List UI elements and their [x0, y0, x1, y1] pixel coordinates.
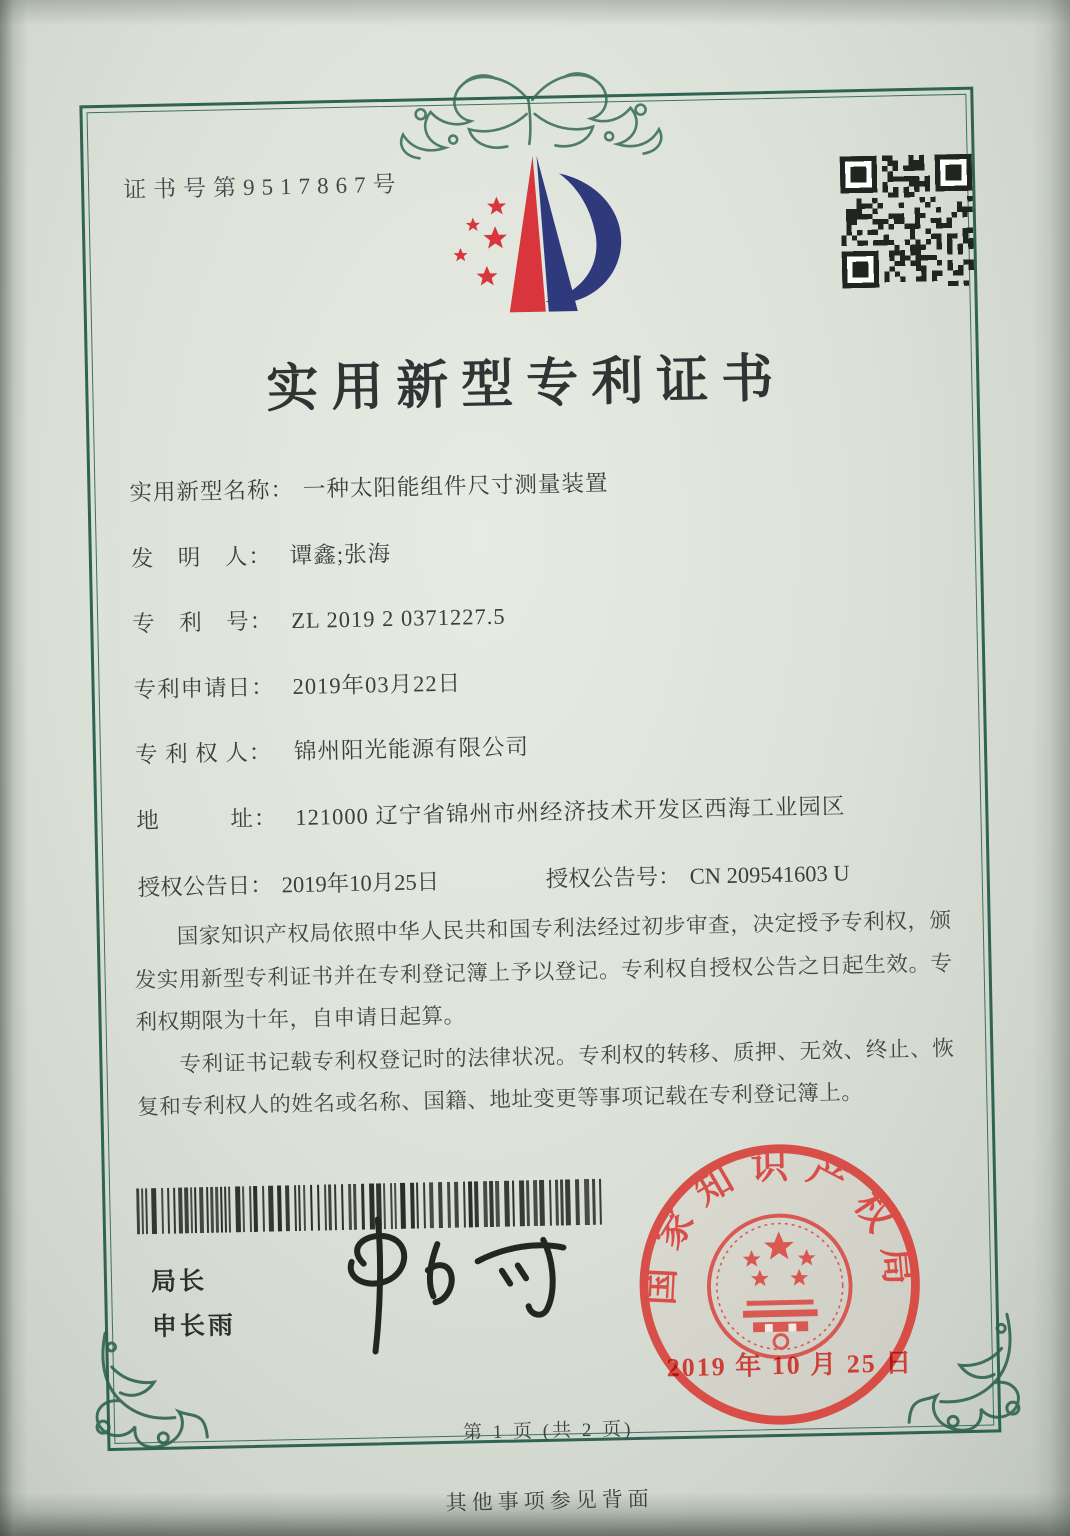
field-label: 实用新型名称： [129, 476, 295, 506]
page-number: 第 1 页 (共 2 页) [462, 1419, 634, 1444]
grant-date-label: 授权公告日： [137, 872, 274, 901]
field-label: 发 明 人： [130, 542, 273, 571]
cnipa-logo-icon [438, 138, 638, 318]
field-value: 2019年03月22日 [292, 670, 462, 699]
legal-paragraph: 国家知识产权局依照中华人民共和国专利法经过初步审查，决定授予专利权，颁发实用新型专利证书并在专利登记簿上予以登记。专利权自授权公告之日起生效。专利权期限为十年，自申请日起算。 [134, 908, 953, 1035]
grant-no-label: 授权公告号： [545, 863, 681, 892]
director-title: 局长 [150, 1266, 208, 1297]
certificate-title: 实用新型专利证书 [265, 350, 787, 419]
director-signature [277, 1207, 590, 1363]
grant-no-value: CN 209541603 U [689, 860, 850, 889]
director-block [151, 1258, 237, 1349]
field-value: 121000 辽宁省锦州市州经济技术开发区西海工业园区 [295, 793, 846, 830]
field-label: 专利申请日： [133, 673, 275, 702]
field-value: 谭鑫;张海 [289, 540, 392, 568]
field-value: 一种太阳能组件尺寸测量装置 [302, 470, 609, 502]
seal-date: 2019 年 10 月 25 日 [666, 1348, 914, 1383]
back-note: 其他事项参见背面 [445, 1486, 654, 1516]
official-seal [629, 1134, 930, 1435]
field-label: 地 址： [136, 804, 278, 833]
field-value: ZL 2019 2 0371227.5 [290, 603, 506, 634]
field-label: 专 利 权 人： [134, 739, 273, 768]
certificate-number: 证书号第9517867号 [122, 171, 403, 203]
grant-date-value: 2019年10月25日 [281, 869, 440, 898]
legal-paragraph: 专利证书记载专利权登记时的法律状况。专利权的转移、质押、无效、终止、恢复和专利权人的姓名或名称、国籍、地址变更等事项记载在专利登记簿上。 [137, 1035, 955, 1120]
director-name: 申长雨 [151, 1310, 237, 1341]
qr-code [840, 154, 975, 289]
legal-text [133, 899, 955, 1129]
field-value: 锦州阳光能源有限公司 [293, 734, 530, 765]
field-label: 专 利 号： [131, 608, 274, 637]
seal-agency-text: 国家知识产权局 [640, 1145, 920, 1307]
field-list [129, 459, 937, 869]
